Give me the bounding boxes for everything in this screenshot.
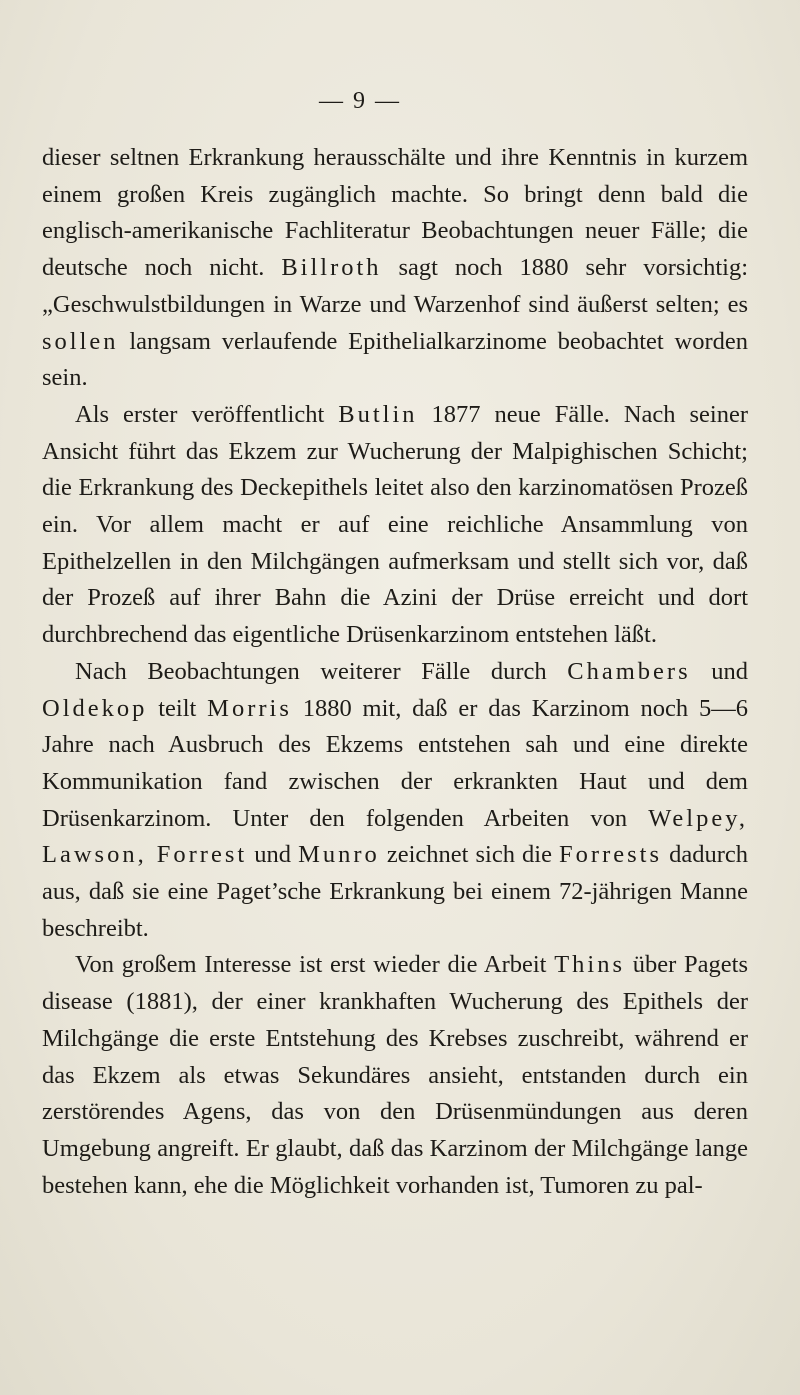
author-name-billroth: Billroth [281,254,382,282]
text-run: und [247,841,299,869]
text-run: über Pagets disease (1881), der einer krankhaften Wucherung des Epithels der Milchgänge die erste Entstehung des Krebses zuschreibt, während er das Ekzem als etwas Sekundäres ansieht, entstanden durch ein zerstörendes Agens, das von den Drüsenmündungen aus deren Umgebung angreift. Er glaubt, daß das Karzinom der Milchgänge lange bestehen kann, ehe die Möglichkeit vorhanden ist, Tumoren zu pal- [42,951,748,1199]
author-name-chambers: Chambers [567,657,691,685]
page-number: — 9 — [319,88,401,114]
paragraph-4 [42,947,748,1204]
text-run: und [690,657,749,685]
author-name-thins: Thins [554,951,626,979]
text-run: Als erster veröffentlicht [75,400,339,428]
author-name-morris: Morris [207,694,292,722]
text-run: teilt [147,694,208,722]
author-name-munro: Munro [298,841,380,869]
text-run: 1877 neue Fälle. Nach seiner Ansicht führt das Ekzem zur Wucherung der Malpighischen Schicht; die Erkrankung des Deckepithels leitet also den karzinomatösen Prozeß ein. Vor allem macht er auf eine reichliche Ansammlung von Epithelzellen in den Milchgängen aufmerksam und stellt sich vor, daß der Prozeß auf ihrer Bahn die Azini der Drüse erreicht und dort durchbrechend das eigentliche Drüsenkarzinom entstehen läßt. [42,400,749,649]
text-run: Von großem Interesse ist erst wieder die Arbeit [75,951,555,979]
text-run: dieser seltnen Erkrankung herausschälte und ihre Kenntnis in kurzem einem großen Kreis zugänglich machte. So bringt denn bald die englisch-amerikanische Fachliteratur Beobachtungen neuer Fälle; die deutsche noch nicht. [42,144,748,282]
author-name-oldekop: Oldekop [42,694,148,722]
author-name-butlin: Butlin [338,400,418,428]
emphasis-sollen: sollen [42,327,119,355]
author-name-forrests: Forrests [559,841,662,869]
text-run: 1880 mit, daß er das Karzinom noch 5—6 Jahre nach Ausbruch des Ekzems entstehen sah und eine direkte Kommunikation fand zwischen der erkrankten Haut und dem Drüsenkarzinom. Unter den folgenden Arbeiten von [42,694,748,832]
text-run: langsam verlaufende Epithelialkarzinome beobachtet worden sein. [42,327,748,392]
text-run: zeichnet sich die [379,841,560,869]
paragraph-3 [42,654,748,948]
text-run: sagt noch 1880 sehr vorsichtig: „Geschwulstbildungen in Warze und Warzenhof sind äußerst selten; es [42,254,749,318]
paragraph-1 [42,140,748,397]
text-run: dadurch aus, daß sie eine Paget’sche Erkrankung bei einem 72-jährigen Manne beschreibt. [42,841,748,942]
author-names-welpey-lawson-forrest: Welpey, Lawson, Forrest [42,804,748,869]
body-text [42,140,748,1204]
text-run: Nach Beobachtungen weiterer Fälle durch [75,657,568,685]
paragraph-2 [42,397,748,654]
